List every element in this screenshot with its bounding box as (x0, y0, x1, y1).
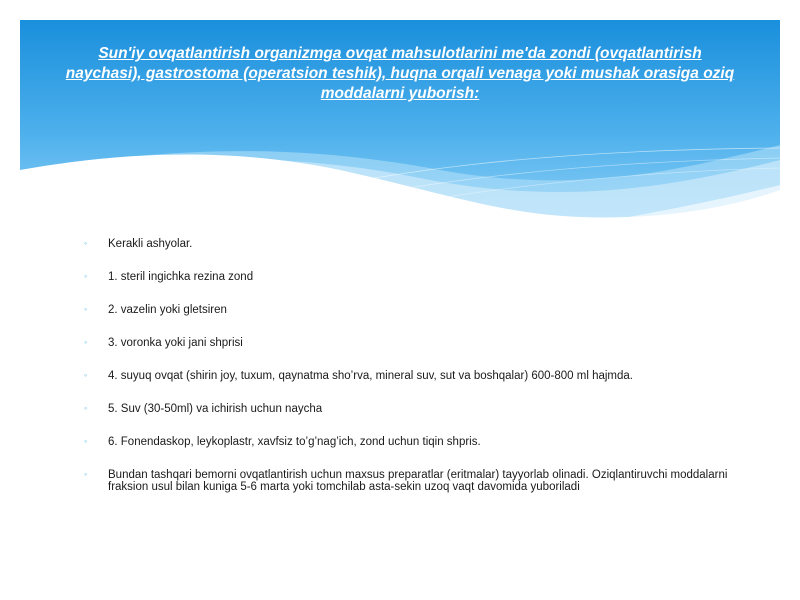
list-item (84, 403, 734, 415)
circle-bullet-icon: ◦ (84, 238, 88, 248)
circle-bullet-icon: ◦ (84, 469, 88, 479)
slide-header-banner (20, 20, 780, 225)
list-item (84, 469, 734, 493)
list-item-text: 1. steril ingichka rezina zond (108, 271, 254, 283)
circle-bullet-icon: ◦ (84, 370, 88, 380)
list-item-text: Kerakli ashyolar. (108, 238, 193, 250)
list-item (84, 370, 734, 382)
list-item (84, 436, 734, 448)
list-item-text: 3. voronka yoki jani shprisi (108, 337, 243, 349)
list-item-text: 2. vazelin yoki gletsiren (108, 304, 227, 316)
list-item-text: 6. Fonendaskop, leykoplastr, xavfsiz to’g’nag’ich, zond uchun tiqin shpris. (108, 436, 481, 448)
circle-bullet-icon: ◦ (84, 436, 88, 446)
list-item-text: 4. suyuq ovqat (shirin joy, tuxum, qaynatma sho’rva, mineral suv, sut va boshqalar) 600-800 ml hajmda. (108, 370, 633, 382)
list-item (84, 238, 734, 250)
slide-title: Sun'iy ovqatlantirish organizmga ovqat mahsulotlarini me'da zondi (ovqatlantirish naychasi), gastrostoma (operatsion teshik), huqna orqali venaga yoki mushak orasiga oziq moddalarni yuborish: (65, 45, 735, 102)
circle-bullet-icon: ◦ (84, 403, 88, 413)
list-item (84, 337, 734, 349)
list-item (84, 304, 734, 316)
bullet-list (84, 238, 734, 514)
list-item (84, 271, 734, 283)
circle-bullet-icon: ◦ (84, 271, 88, 281)
list-item-text: 5. Suv (30-50ml) va ichirish uchun naycha (108, 403, 323, 415)
circle-bullet-icon: ◦ (84, 304, 88, 314)
circle-bullet-icon: ◦ (84, 337, 88, 347)
list-item-text: Bundan tashqari bemorni ovqatlantirish uchun maxsus preparatlar (eritmalar) tayyorlab olinadi. Oziqlantiruvchi moddalarni fraksion usul bilan kuniga 5-6 marta yoki tomchilab asta-sekin uzoq vaqt davomida yuboriladi (108, 469, 728, 493)
